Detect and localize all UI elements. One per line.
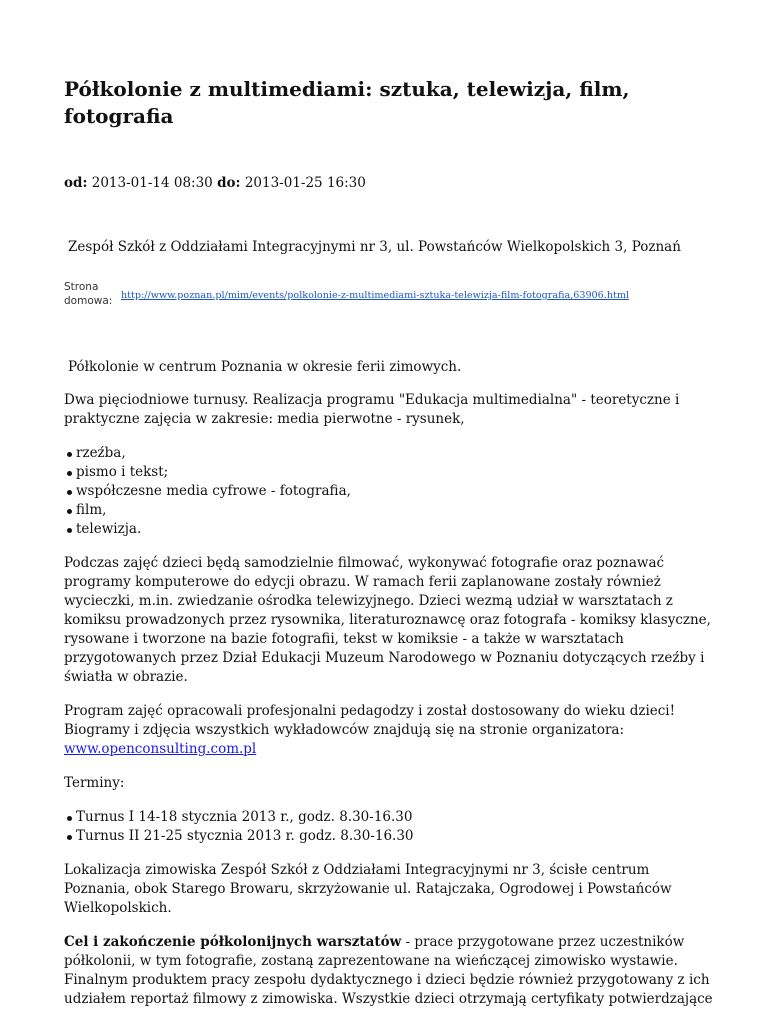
homepage-label bbox=[64, 280, 116, 308]
to-value: 2013-01-25 16:30 bbox=[244, 175, 366, 191]
activities-paragraph: Podczas zajęć dzieci będą samodzielnie filmować, wykonywać fotografie oraz poznawać programy komputerowe do edycji obrazu. W ramach ferii zaplanowane zostały również wycieczki, m.in. zwiedzanie ośrodka telewizyjnego. Dzieci wezmą udział w warsztatach z komiksu prowadzonych przez rysownika, literaturoznawcę oraz fotografa - komiksy klasyczne, rysowane i tworzone na bazie fotografii, tekst w komiksie - a także w warsztatach przygotowanych przez Dział Edukacji Muzeum Narodowego w Poznaniu dotyczących rzeźby i światła w obrazie. bbox=[64, 555, 711, 685]
homepage-link[interactable]: http://www.poznan.pl/mim/events/polkolonie-z-multimediami-sztuka-telewizja-film-fotografia,63906.html bbox=[121, 290, 630, 301]
homepage-label-line2: domowa: bbox=[64, 295, 113, 307]
terms-list bbox=[64, 808, 714, 846]
list-item: Turnus II 21-25 stycznia 2013 r. godz. 8.30-16.30 bbox=[76, 827, 714, 846]
intro-paragraph: Półkolonie w centrum Poznania w okresie ferii zimowych. bbox=[68, 359, 462, 375]
organizer-link[interactable]: www.openconsulting.com.pl bbox=[64, 741, 257, 757]
terms-label: Terminy: bbox=[64, 775, 125, 791]
list-item: współczesne media cyfrowe - fotografia, bbox=[76, 482, 714, 501]
media-list bbox=[64, 444, 714, 539]
program-paragraph: Dwa pięciodniowe turnusy. Realizacja programu "Edukacja multimedialna" - teoretyczne i praktyczne zajęcia w zakresie: media pierwotne - rysunek, bbox=[64, 392, 680, 427]
goal-paragraph bbox=[64, 933, 714, 1009]
list-item: film, bbox=[76, 501, 714, 520]
from-value: 2013-01-14 08:30 bbox=[91, 175, 213, 191]
location-paragraph: Lokalizacja zimowiska Zespół Szkół z Oddziałami Integracyjnymi nr 3, ścisłe centrum Poznania, obok Starego Browaru, skrzyżowanie ul. Ratajczaka, Ogrodowej i Powstańców Wielkopolskich. bbox=[64, 862, 672, 916]
list-item: pismo i tekst; bbox=[76, 463, 714, 482]
list-item: Turnus I 14-18 stycznia 2013 r., godz. 8.30-16.30 bbox=[76, 808, 714, 827]
list-item: rzeźba, bbox=[76, 444, 714, 463]
event-description bbox=[64, 358, 714, 1024]
goal-text: - prace przygotowane przez uczestników półkolonii, w tym fotografie, zostaną zaprezentowane na wieńczącej zimowisko wystawie. Finalnym produktem pracy zespołu dydaktycznego i dzieci będzie również przygotowany z ich udziałem reportaż filmowy z zimowiska. Wszystkie dzieci otrzymają certyfikaty potwierdzające bbox=[64, 934, 713, 1007]
event-dates bbox=[64, 174, 366, 192]
goal-heading: Cel i zakończenie półkolonijnych warsztatów bbox=[64, 934, 402, 950]
organizer-text: Program zajęć opracowali profesjonalni pedagodzy i został dostosowany do wieku dzieci! Biogramy i zdjęcia wszystkich wykładowców znajdują się na stronie organizatora: bbox=[64, 703, 676, 738]
homepage-label-line1: Strona bbox=[64, 281, 99, 293]
organizer-paragraph bbox=[64, 702, 714, 759]
to-label: do: bbox=[217, 175, 241, 191]
event-venue: Zespół Szkół z Oddziałami Integracyjnymi nr 3, ul. Powstańców Wielkopolskich 3, Poznań bbox=[68, 239, 681, 255]
page-title: Półkolonie z multimediami: sztuka, telewizja, film, fotografia bbox=[64, 77, 630, 128]
from-label: od: bbox=[64, 175, 88, 191]
list-item: telewizja. bbox=[76, 520, 714, 539]
